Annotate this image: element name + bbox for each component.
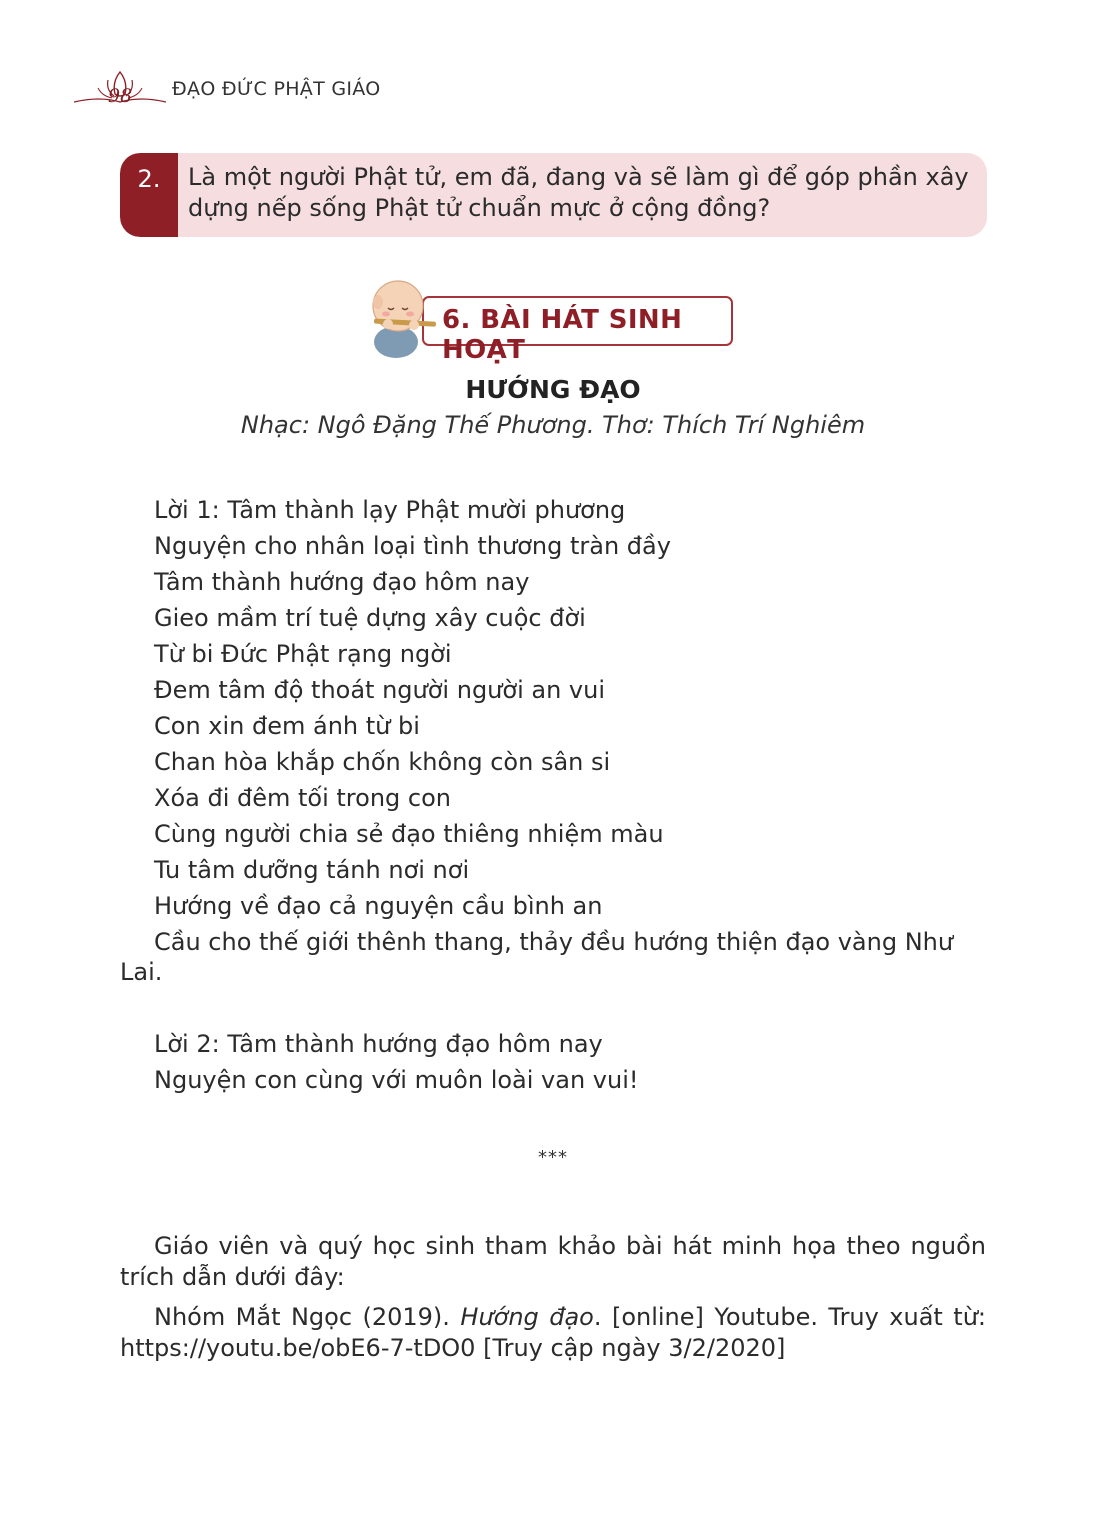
lyric-line: Lời 2: Tâm thành hướng đạo hôm nay xyxy=(154,1030,603,1058)
section-divider: *** xyxy=(538,1147,568,1168)
lyric-line: Tâm thành hướng đạo hôm nay xyxy=(154,568,530,596)
lyric-line: Con xin đem ánh từ bi xyxy=(154,712,420,740)
question-text: Là một người Phật tử, em đã, đang và sẽ làm gì để góp phần xây dựng nếp sống Phật tử chuẩn mực ở cộng đồng? xyxy=(188,163,969,222)
song-title: HƯỚNG ĐẠO xyxy=(465,375,641,404)
lyric-line: Chan hòa khắp chốn không còn sân si xyxy=(154,748,611,776)
question-number: 2. xyxy=(120,153,178,237)
reference-citation xyxy=(120,1302,986,1364)
citation-suffix: . [online] Youtube. Truy xuất từ: https://youtu.be/obE6-7-tDO0 [Truy cập ngày 3/2/2020] xyxy=(120,1303,987,1362)
citation-title: Hướng đạo xyxy=(460,1303,594,1331)
lyric-line: Hướng về đạo cả nguyện cầu bình an xyxy=(154,892,603,920)
lyric-line: Từ bi Đức Phật rạng ngời xyxy=(154,640,452,668)
page-number: 98 xyxy=(108,85,133,107)
section-label: 6. BÀI HÁT SINH HOẠT xyxy=(442,305,683,365)
reference-intro: Giáo viên và quý học sinh tham khảo bài hát minh họa theo nguồn trích dẫn dưới đây: xyxy=(120,1232,986,1291)
verse-2 xyxy=(120,1026,986,1098)
question-box xyxy=(120,153,987,237)
lyric-line: Tu tâm dưỡng tánh nơi nơi xyxy=(154,856,470,884)
section-heading xyxy=(362,272,742,365)
lyric-line: Đem tâm độ thoát người người an vui xyxy=(154,676,605,704)
song-credit: Nhạc: Ngô Đặng Thế Phương. Thơ: Thích Trí Nghiêm xyxy=(240,411,866,439)
lyric-line: Gieo mầm trí tuệ dựng xây cuộc đời xyxy=(154,604,586,632)
citation-prefix: Nhóm Mắt Ngọc (2019). xyxy=(154,1303,461,1331)
lyric-line: Lời 1: Tâm thành lạy Phật mười phương xyxy=(154,496,626,524)
lyric-line: Cùng người chia sẻ đạo thiêng nhiệm màu xyxy=(154,820,664,848)
book-title: ĐẠO ĐỨC PHẬT GIÁO xyxy=(172,78,381,100)
monk-flute-icon xyxy=(362,272,442,362)
lyric-line: Cầu cho thế giới thênh thang, thảy đều hướng thiện đạo vàng Như Lai. xyxy=(120,928,954,986)
page-header xyxy=(70,66,390,110)
lyric-line: Nguyện con cùng với muôn loài van vui! xyxy=(154,1066,639,1094)
verse-1 xyxy=(120,492,986,987)
lyric-line: Xóa đi đêm tối trong con xyxy=(154,784,451,812)
lyric-line: Nguyện cho nhân loại tình thương tràn đầy xyxy=(154,532,671,560)
